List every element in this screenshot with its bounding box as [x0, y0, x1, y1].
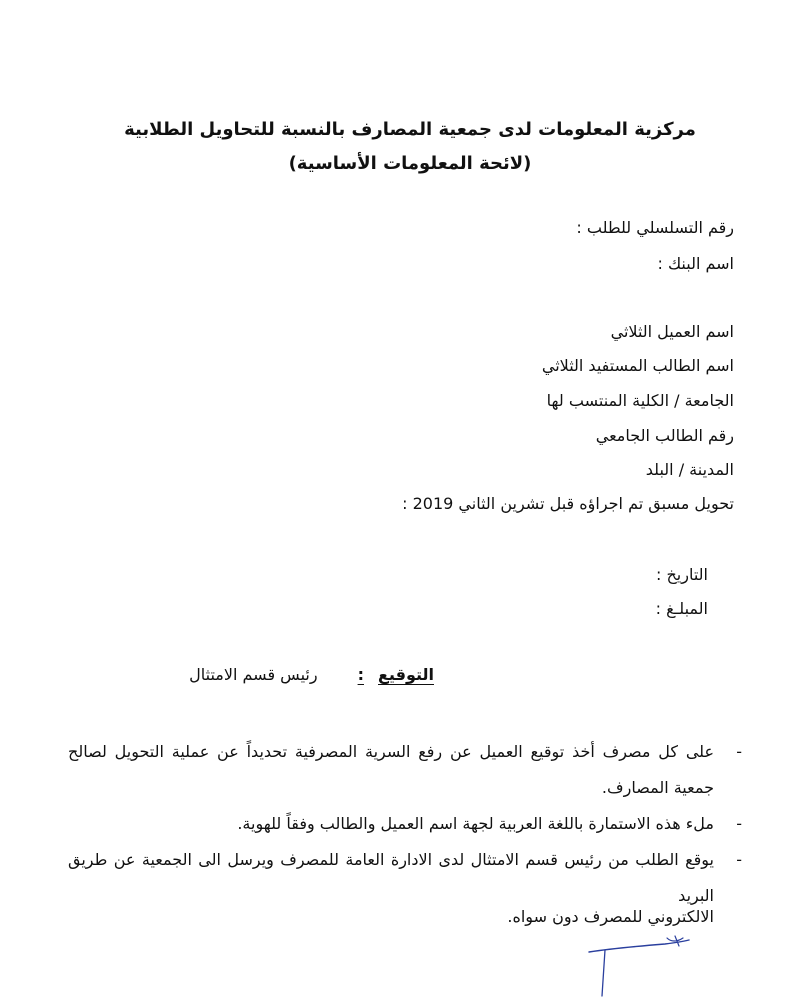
signature-colon: : — [357, 665, 364, 684]
field-student-id: رقم الطالب الجامعي — [595, 426, 734, 445]
field-university: الجامعة / الكلية المنتسب لها — [546, 391, 734, 410]
signature-role: رئيس قسم الامتثال — [189, 665, 318, 684]
note-dash: - — [736, 742, 742, 761]
document-title — [0, 113, 800, 181]
field-bank-name: اسم البنك : — [657, 254, 734, 273]
field-serial-number: رقم التسلسلي للطلب : — [576, 218, 734, 237]
field-date: التاريخ : — [655, 565, 708, 584]
title-line-subtitle: (لائحة المعلومات الأساسية) — [288, 153, 532, 174]
title-line-main: مركزية المعلومات لدى جمعية المصارف بالنسبة للتحاويل الطلابية — [124, 119, 696, 140]
note-item — [68, 842, 742, 914]
handwritten-signature-icon — [585, 930, 695, 1000]
note-text: ملء هذه الاستمارة باللغة العربية لجهة اسم العميل والطالب وفقاً للهوية. — [237, 814, 714, 833]
note-dash: - — [736, 814, 742, 833]
note-item — [68, 806, 742, 842]
note-item — [68, 734, 742, 806]
field-prior-transfer: تحويل مسبق تم اجراؤه قبل تشرين الثاني 2019 : — [402, 494, 734, 513]
signature-label: التوقيع — [378, 665, 434, 684]
field-client-name: اسم العميل الثلاثي — [610, 322, 734, 341]
note-text: يوقع الطلب من رئيس قسم الامتثال لدى الادارة العامة للمصرف ويرسل الى الجمعية عن طريق البريد — [68, 850, 714, 905]
field-city-country: المدينة / البلد — [645, 460, 734, 479]
notes-list — [68, 734, 742, 914]
note-continuation: الالكتروني للمصرف دون سواه. — [507, 907, 714, 926]
field-student-name: اسم الطالب المستفيد الثلاثي — [541, 356, 734, 375]
field-amount: المبلـغ : — [655, 599, 708, 618]
note-dash: - — [736, 850, 742, 869]
note-text: على كل مصرف أخذ توقيع العميل عن رفع السرية المصرفية تحديداً عن عملية التحويل لصالح جمعية المصارف. — [68, 742, 714, 797]
signature-row — [189, 665, 434, 684]
